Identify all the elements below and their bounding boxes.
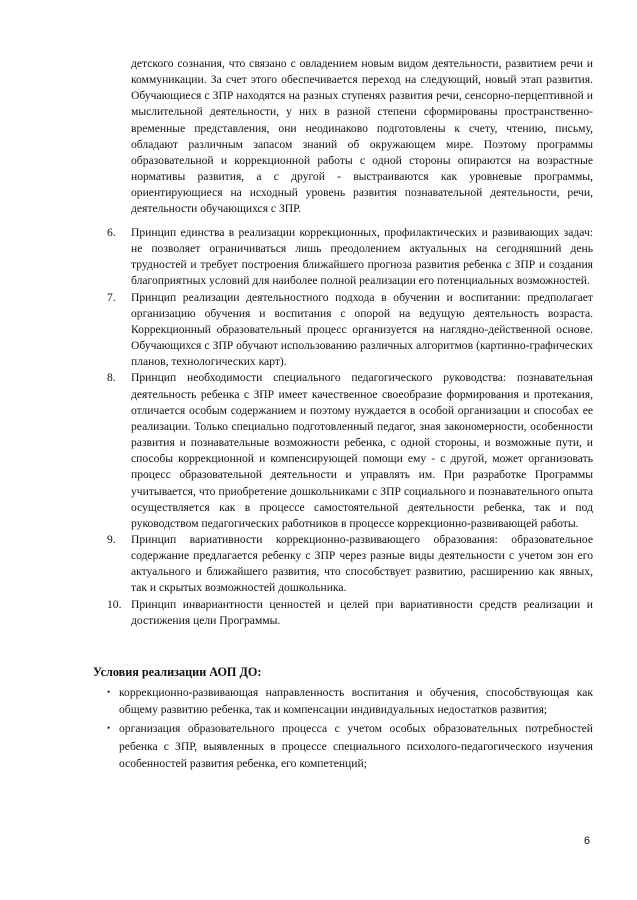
principle-text: Принцип инвариантности ценностей и целей при вариативности средств реализации и достижения цели Программы. [131, 597, 593, 627]
bullet-icon: • [107, 687, 111, 697]
list-number: 10. [107, 597, 122, 611]
list-number: 7. [107, 290, 116, 304]
list-number: 6. [107, 226, 116, 239]
principle-item-6 [105, 225, 593, 290]
continuation-paragraph: детского сознания, что связано с овладением новым видом деятельности, развитием речи и коммуникации. За счет этого обеспечивается переход на следующий, новый этап развития. Обучающиеся с ЗПР находятся на разных ступенях развития речи, сенсорно-перцептивной и мыслительной деятельности, у них в разной степени сформированы пространственно-временные представления, они неодинаково подготовлены к счету, чтению, письму, обладают различным запасом знаний об окружающем мире. Поэтому программы образовательной и коррекционной работы с одной стороны опираются на возрастные нормативы развития, а с другой - выстраиваются как уровневые программы, ориентирующиеся на исходный уровень развития познавательной деятельности, речи, деятельности обучающихся с ЗПР. [131, 57, 593, 216]
bullet-icon: • [107, 723, 111, 734]
principle-text: Принцип необходимости специального педагогического руководства: познавательная деятельность ребенка с ЗПР имеет качественное своеобразие формирования и протекания, отличается особым содержанием и поэтому нуждается в особой организации и способах ее реализации. Только специально подготовленный педагог, зная закономерности, особенности развития и познавательные возможности ребенка, с одной стороны, и возможные пути, и способы коррекционной и компенсирующей помощи ему - с другой, может организовать процесс образовательной деятельности и управлять им. При разработке Программы учитывается, что приобретение дошкольниками с ЗПР социального и познавательного опыта осуществляется как в процессе самостоятельной деятельности ребенка, так и под руководством педагогических работников в процессе коррекционно-развивающей работы. [131, 371, 593, 530]
principle-item-7 [105, 290, 593, 371]
principles-list [105, 225, 593, 629]
principle-item-9 [105, 532, 593, 597]
page-number: 6 [584, 835, 591, 847]
condition-item [93, 720, 593, 772]
principle-text: Принцип вариативности коррекционно-развивающего образования: образовательное содержание предлагается ребенку с ЗПР через разные виды деятельности с учетом зон его актуального и ближайшего развития, что способствует развитию, расширению как явных, так и скрытых возможностей дошкольника. [131, 532, 593, 595]
principle-item-10 [105, 597, 593, 629]
principle-item-8 [105, 370, 593, 532]
principle-text: Принцип реализации деятельностного подхода в обучении и воспитании: предполагает организацию обучения и воспитания с опорой на ведущую деятельность возраста. Коррекционный образовательный процесс организуется на наглядно-действенной основе. Обучающихся с ЗПР обучают использованию различных алгоритмов (картинно-графических планов, технологических карт). [131, 290, 593, 369]
principle-text: Принцип единства в реализации коррекционных, профилактических и развивающих задач: не позволяет ограничиваться лишь преодолением актуальных на сегодняшний день трудностей и требует построения ближайшего прогноза развития ребенка с ЗПР и создания благоприятных условий для наиболее полной реализации его потенциальных возможностей. [131, 226, 593, 288]
conditions-heading: Условия реализации АОП ДО: [93, 665, 262, 679]
condition-text: коррекционно-развивающая направленность воспитания и обучения, способствующая как общему развитию ребенка, так и компенсации индивидуальных недостатков развития; [119, 686, 593, 717]
list-number: 9. [107, 532, 116, 546]
condition-text: организация образовательного процесса с учетом особых образовательных потребностей ребенка с ЗПР, выявленных в процессе специального психолого-педагогического изучения особенностей развития ребенка, его компетенций; [119, 722, 593, 770]
list-number: 8. [107, 371, 116, 385]
condition-item [93, 684, 593, 718]
conditions-list [93, 684, 593, 774]
